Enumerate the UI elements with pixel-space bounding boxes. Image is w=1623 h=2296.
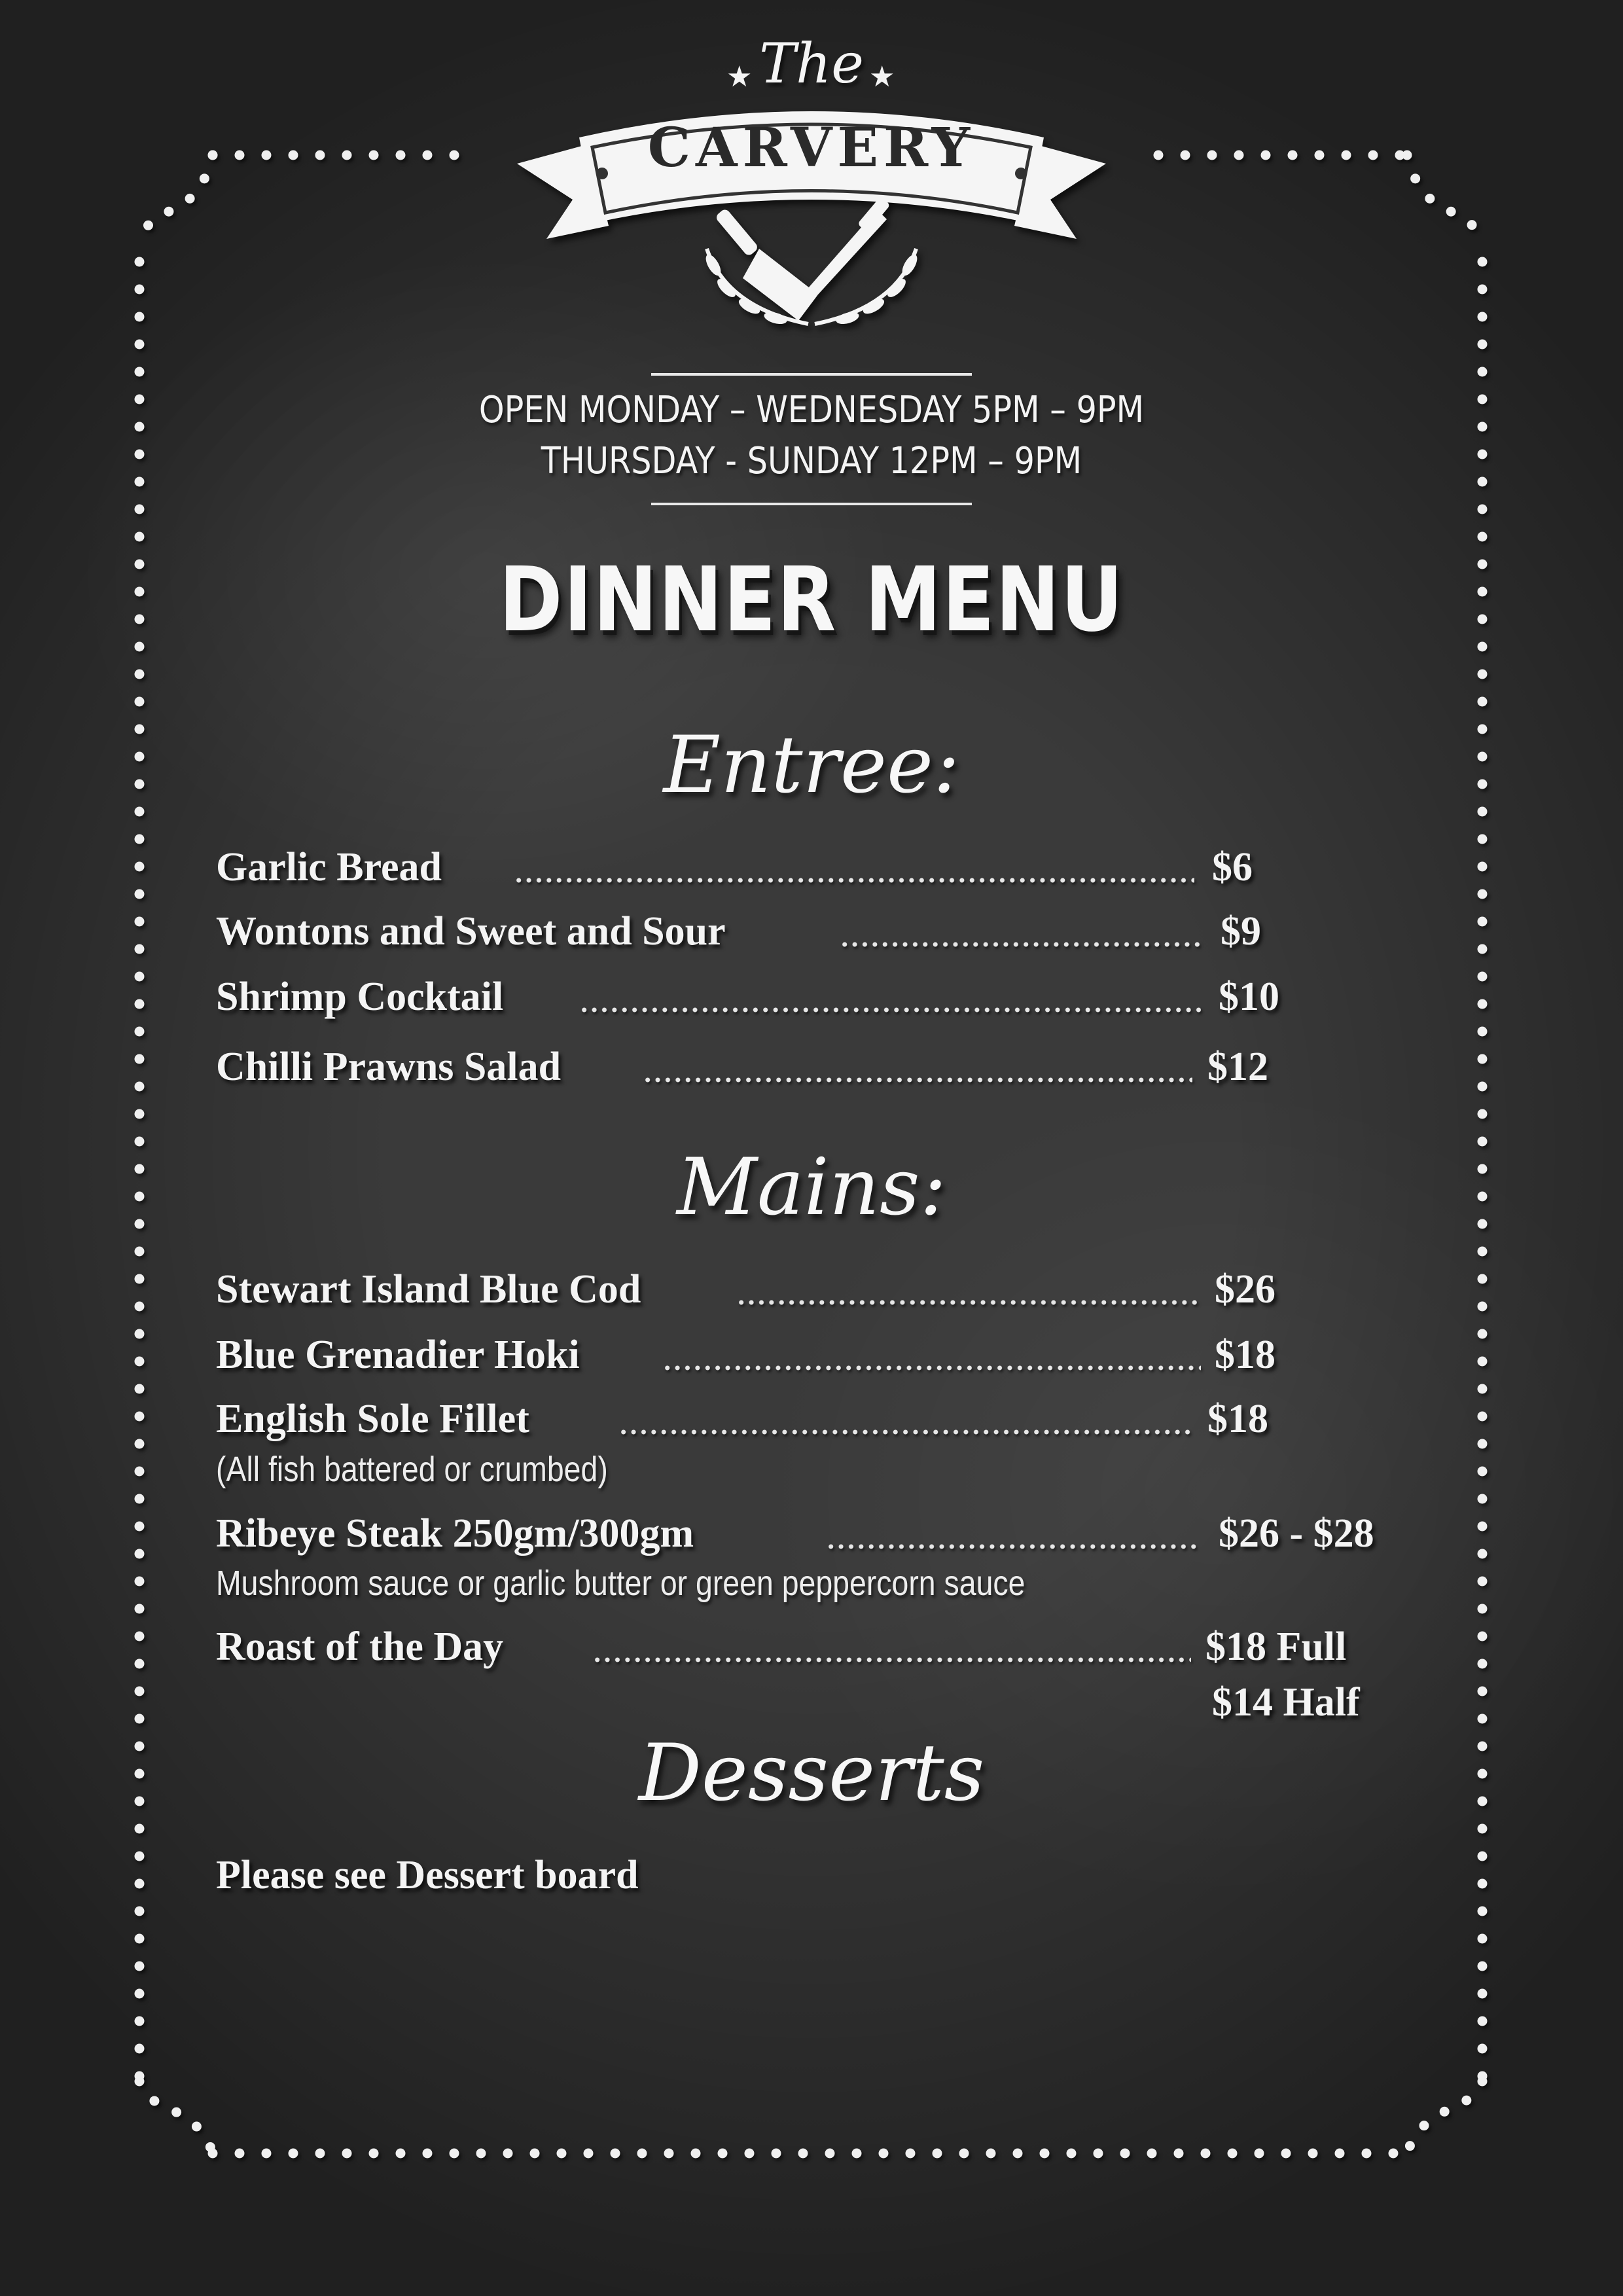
desserts-heading: Desserts xyxy=(638,1728,985,1819)
menu-item-price: $10 xyxy=(1219,975,1279,1019)
menu-item-price: $26 - $28 xyxy=(1219,1511,1374,1556)
dot-leader xyxy=(592,1657,1191,1663)
dot-leader xyxy=(514,877,1194,884)
dot-leader xyxy=(826,1543,1201,1550)
menu-item-price: $12 xyxy=(1207,1045,1268,1089)
menu-title: DINNER MENU xyxy=(499,548,1124,652)
menu-item-name: Ribeye Steak 250gm/300gm xyxy=(216,1511,694,1556)
dot-leader xyxy=(840,941,1201,948)
menu-item-name: Stewart Island Blue Cod xyxy=(216,1267,641,1312)
menu-item-name: Wontons and Sweet and Sour xyxy=(216,909,726,954)
divider xyxy=(651,373,972,376)
menu-item-price: $18 xyxy=(1215,1333,1275,1377)
dot-leader xyxy=(736,1299,1201,1306)
entree-heading: Entree: xyxy=(663,720,960,811)
dot-leader xyxy=(579,1007,1201,1013)
menu-item-price: $26 xyxy=(1215,1267,1275,1312)
dot-leader xyxy=(643,1077,1192,1083)
logo-the: The xyxy=(759,31,864,96)
menu-item-name: Garlic Bread xyxy=(216,845,442,889)
divider xyxy=(651,503,972,505)
menu-item-name: Shrimp Cocktail xyxy=(216,975,504,1019)
menu-item-price-half: $14 Half xyxy=(1212,1680,1360,1725)
logo-name: CARVERY xyxy=(647,117,976,179)
menu-item-note: Mushroom sauce or garlic butter or green peppercorn sauce xyxy=(216,1564,1026,1603)
hours-line-2: THURSDAY - SUNDAY 12PM – 9PM xyxy=(541,440,1082,482)
mains-heading: Mains: xyxy=(676,1142,947,1233)
menu-item-name: Blue Grenadier Hoki xyxy=(216,1333,580,1377)
dot-leader xyxy=(662,1365,1201,1371)
menu-item-name: Chilli Prawns Salad xyxy=(216,1045,562,1089)
star-icon: ★ xyxy=(726,61,753,93)
menu-item-price: $18 Full xyxy=(1205,1624,1347,1669)
hours-line-1: OPEN MONDAY – WEDNESDAY 5PM – 9PM xyxy=(478,389,1145,431)
menu-item-price: $6 xyxy=(1212,845,1253,889)
menu-item-note: (All fish battered or crumbed) xyxy=(216,1450,608,1489)
star-icon: ★ xyxy=(869,61,895,93)
dot-leader xyxy=(618,1429,1194,1435)
desserts-text: Please see Dessert board xyxy=(216,1853,639,1897)
menu-item-name: Roast of the Day xyxy=(216,1624,504,1669)
menu-item-price: $9 xyxy=(1221,909,1261,954)
menu-item-name: English Sole Fillet xyxy=(216,1397,529,1441)
menu-item-price: $18 xyxy=(1207,1397,1268,1441)
